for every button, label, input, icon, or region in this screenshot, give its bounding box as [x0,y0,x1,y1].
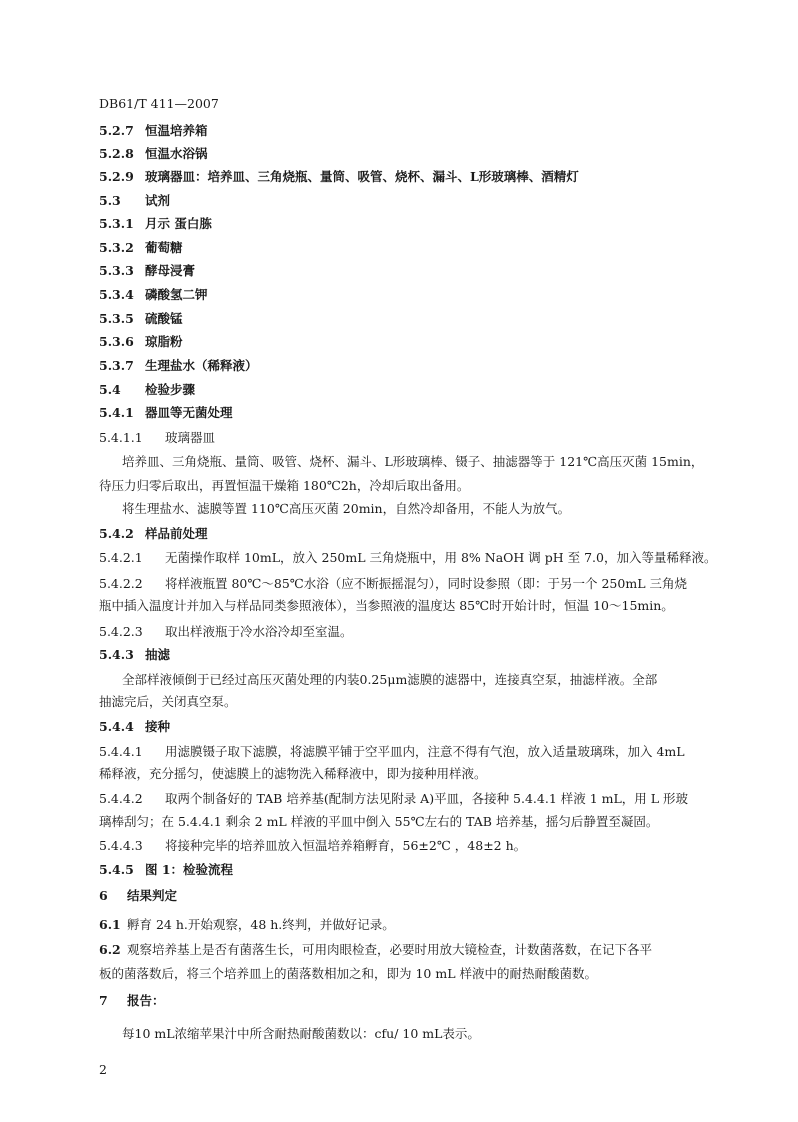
section-number: 5.4.4.2 [99,791,143,806]
section-5-4-4-3 [99,838,526,854]
section-5-3-4 [99,287,208,303]
section-title: 磷酸氢二钾 [145,287,208,302]
paragraph-line: 待压力归零后取出，再置恒温干燥箱 180℃2h，冷却后取出备用。 [99,478,470,493]
paragraph-line: 每10 mL浓缩苹果汁中所含耐热耐酸菌数以：cfu/ 10 mL表示。 [122,1026,480,1041]
section-title: 接种 [145,719,171,734]
section-number: 6.1 [99,917,121,932]
section-number: 7 [99,993,108,1008]
section-5-3 [99,193,170,209]
paragraph-line: 板的菌落数后，将三个培养皿上的菌落数相加之和，即为 10 mL 样液中的耐热耐酸菌数。 [99,966,597,981]
section-title: 样品前处理 [145,526,208,541]
section-5-4-4 [99,719,170,735]
paragraph-line: 稀释液，充分摇匀，使滤膜上的滤物洗入稀释液中，即为接种用样液。 [99,766,487,781]
section-number: 5.4.2 [99,526,134,541]
section-text: 孵育 24 h.开始观察，48 h.终判，并做好记录。 [127,917,395,932]
section-number: 5.4.1 [99,405,134,420]
section-text: 观察培养基上是否有菌落生长，可用肉眼检查，必要时用放大镜检查，计数菌落数，在记下各平 [127,942,653,957]
section-number: 5.4.4 [99,719,134,734]
paragraph-line: 璃棒刮匀；在 5.4.4.1 剩余 2 mL 样液的平皿中倒入 55℃左右的 TAB 培养基，摇匀后静置至凝固。 [99,814,659,829]
paragraph-line: 瓶中插入温度计并加入与样品同类参照液体），当参照液的温度达 85℃时开始计时，恒温 10～15min。 [99,598,674,613]
section-number: 5.3.4 [99,287,134,302]
section-text: 用滤膜镊子取下滤膜，将滤膜平铺于空平皿内，注意不得有气泡，放入适量玻璃珠，加入 4mL [165,744,685,759]
paragraph-line: 全部样液倾倒于已经过高压灭菌处理的内装0.25μm滤膜的滤器中，连接真空泵，抽滤样液。全部 [122,672,658,687]
section-number: 5.4.4.1 [99,744,143,759]
section-5-3-3 [99,263,195,279]
section-title: 结果判定 [127,888,178,903]
section-title: 试剂 [145,193,171,208]
section-5-4-4-1 [99,744,685,760]
section-5-4-2-3 [99,624,353,640]
section-5-3-5 [99,311,183,327]
section-number: 5.2.7 [99,123,134,138]
section-number: 5.3 [99,193,121,208]
section-title: 器皿等无菌处理 [145,405,233,420]
doc-code: DB61/T 411—2007 [99,96,219,111]
section-text: 取出样液瓶于冷水浴冷却至室温。 [165,624,353,639]
section-title: 酵母浸膏 [145,263,196,278]
section-number: 5.3.3 [99,263,134,278]
section-6-1 [99,917,395,933]
section-title: 葡萄糖 [145,240,183,255]
section-title: 恒温培养箱 [145,123,208,138]
section-title: 玻璃器皿 [165,430,216,445]
section-number: 5.3.7 [99,358,134,373]
section-title: 硫酸锰 [145,311,183,326]
section-number: 5.3.2 [99,240,134,255]
section-text: 将样液瓶置 80℃～85℃水浴（应不断振摇混匀），同时设参照（即：于另一个 250mL 三角烧 [165,576,687,591]
section-number: 5.4 [99,382,121,397]
section-5-4-5 [99,862,233,878]
section-5-4-2-2 [99,576,687,592]
section-5-4-2 [99,526,208,542]
section-title: 检验步骤 [145,382,196,397]
paragraph-line: 抽滤完后，关闭真空泵。 [99,694,237,709]
section-title: 报告： [127,993,165,1008]
section-5-3-6 [99,334,183,350]
section-5-4 [99,382,195,398]
section-number: 5.3.5 [99,311,134,326]
section-number: 5.4.1.1 [99,430,143,445]
paragraph-line: 培养皿、三角烧瓶、量筒、吸管、烧杯、漏斗、L形玻璃棒、镊子、抽滤器等于 121℃高压灭菌 15min， [122,454,704,469]
section-number: 5.4.2.2 [99,576,143,591]
section-number: 5.4.2.1 [99,550,143,565]
section-number: 5.4.5 [99,862,134,877]
section-6 [99,888,177,904]
section-title: 琼脂粉 [145,334,183,349]
section-number: 5.4.2.3 [99,624,143,639]
section-7 [99,993,165,1009]
section-5-4-1-1 [99,430,215,446]
section-title: 生理盐水（稀释液） [145,358,258,373]
section-5-2-7 [99,123,208,139]
section-5-3-2 [99,240,183,256]
section-5-2-9 [99,169,579,185]
section-number: 5.3.6 [99,334,134,349]
section-text: 将接种完毕的培养皿放入恒温培养箱孵育，56±2℃ ，48±2 h。 [165,838,527,853]
section-number: 6.2 [99,942,121,957]
section-title: 图 1：检验流程 [145,862,234,877]
page-number: 2 [99,1062,107,1077]
section-title: 玻璃器皿：培养皿、三角烧瓶、量筒、吸管、烧杯、漏斗、L形玻璃棒、酒精灯 [145,169,579,184]
section-title: 月示 蛋白胨 [145,216,212,231]
section-title: 抽滤 [145,647,171,662]
section-5-3-7 [99,358,258,374]
section-title: 恒温水浴锅 [145,146,208,161]
section-5-2-8 [99,146,208,162]
section-text: 取两个制备好的 TAB 培养基(配制方法见附录 A)平皿，各接种 5.4.4.1 样液 1 mL，用 L 形玻 [165,791,689,806]
section-number: 5.4.3 [99,647,134,662]
section-number: 5.3.1 [99,216,134,231]
section-number: 5.2.9 [99,169,134,184]
section-number: 5.2.8 [99,146,134,161]
paragraph-line: 将生理盐水、滤膜等置 110℃高压灭菌 20min，自然冷却备用，不能人为放气。 [122,501,571,516]
section-5-3-1 [99,216,212,232]
section-5-4-3 [99,647,170,663]
section-5-4-1 [99,405,233,421]
section-5-4-4-2 [99,791,688,807]
section-number: 5.4.4.3 [99,838,143,853]
section-number: 6 [99,888,108,903]
section-5-4-2-1 [99,550,717,566]
section-6-2 [99,942,652,958]
section-text: 无菌操作取样 10mL，放入 250mL 三角烧瓶中，用 8% NaOH 调 pH 至 7.0，加入等量稀释液。 [165,550,717,565]
